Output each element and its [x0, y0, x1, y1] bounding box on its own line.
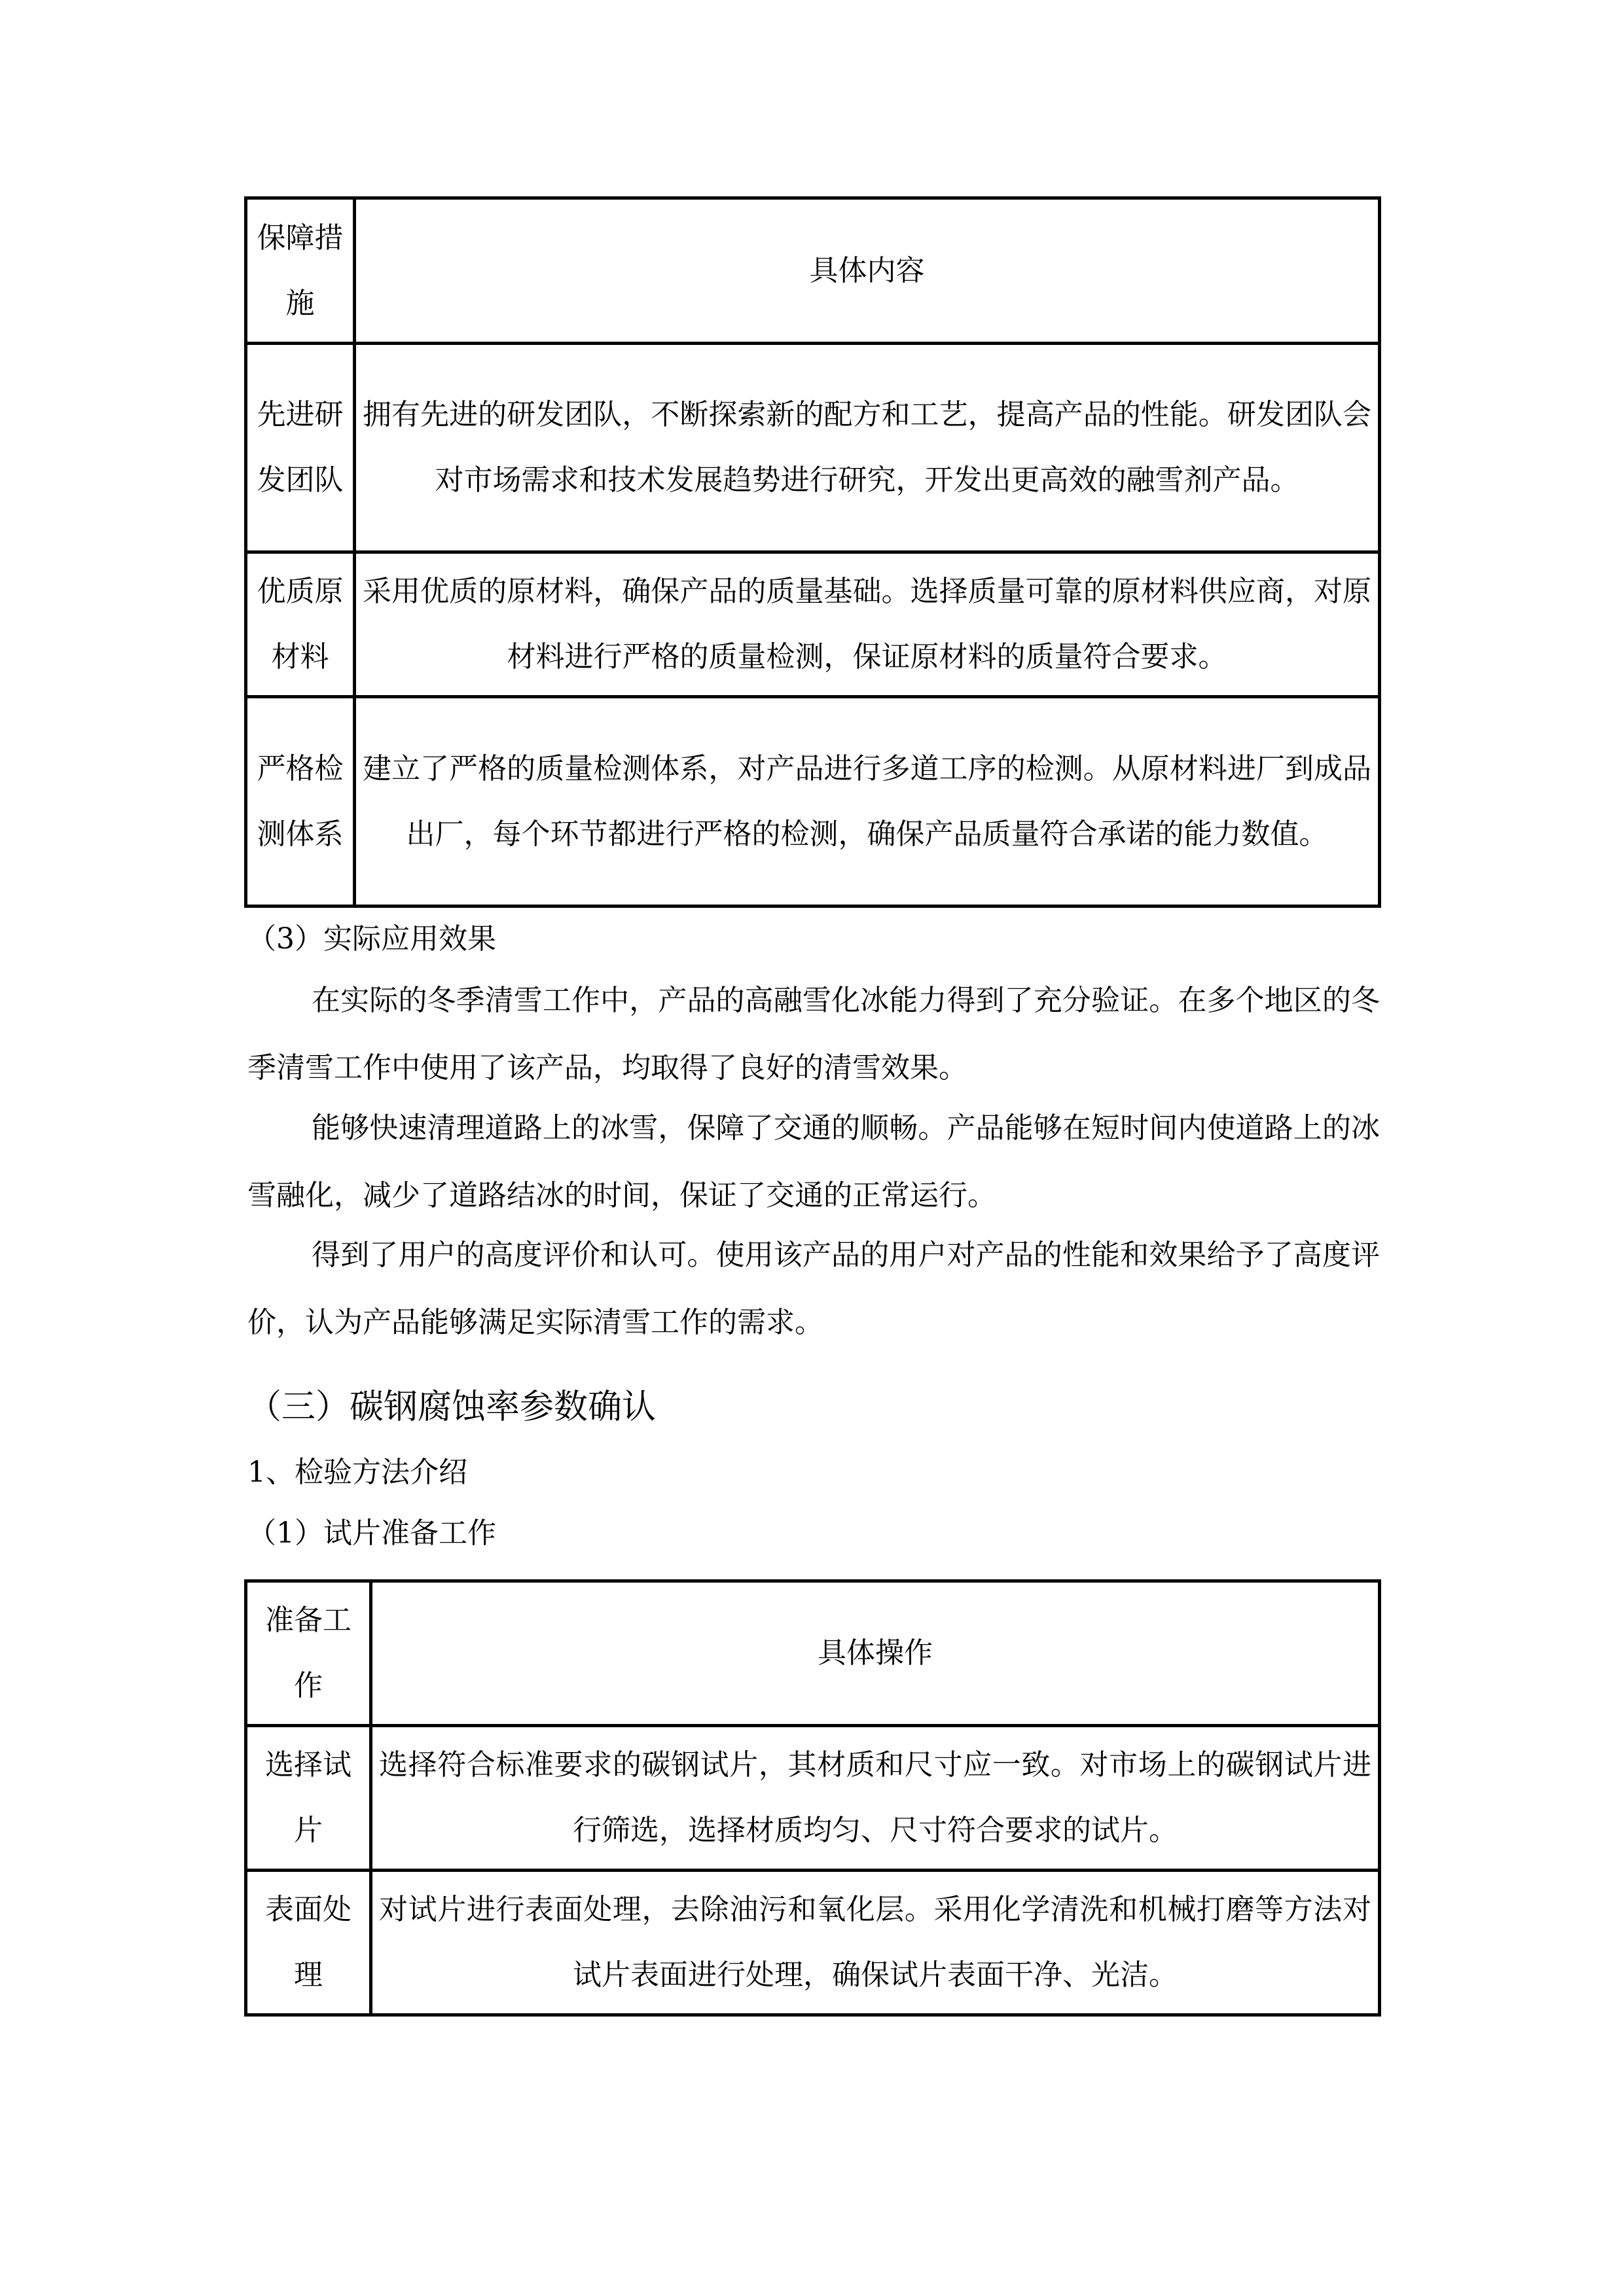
table-row [246, 1871, 1380, 2015]
row-label: 严格检测体系 [246, 697, 355, 906]
table-header-row [246, 1581, 1380, 1726]
safeguard-measures-table [244, 196, 1381, 908]
table-row [246, 552, 1380, 697]
row-content [355, 344, 1380, 552]
header-cell-operation: 具体操作 [371, 1581, 1380, 1726]
paragraph: 在实际的冬季清雪工作中，产品的高融雪化冰能力得到了充分验证。在多个地区的冬季清雪工作中使用了该产品，均取得了良好的清雪效果。 [247, 984, 1380, 1085]
row-label: 先进研发团队 [246, 344, 355, 552]
row-content-text: 采用优质的原材料，确保产品的质量基础。选择质量可靠的原材料供应商，对原材料进行严格的质量检测，保证原材料的质量符合要求。 [363, 575, 1371, 673]
row-label: 选择试片 [246, 1726, 371, 1871]
table-row [246, 697, 1380, 906]
row-label: 表面处理 [246, 1871, 371, 2015]
table-header-row [246, 198, 1380, 344]
paragraph: 得到了用户的高度评价和认可。使用该产品的用户对产品的性能和效果给予了高度评价，认为产品能够满足实际清雪工作的需求。 [247, 1238, 1380, 1339]
row-content-text: 拥有先进的研发团队，不断探索新的配方和工艺，提高产品的性能。研发团队会对市场需求和技术发展趋势进行研究，开发出更高效的融雪剂产品。 [363, 398, 1371, 497]
subheading: （1）试片准备工作 [247, 1516, 496, 1550]
table-row [246, 1726, 1380, 1871]
row-content [371, 1871, 1380, 2015]
specimen-prep-table [244, 1579, 1381, 2017]
row-content [355, 552, 1380, 697]
row-content-text: 对试片进行表面处理，去除油污和氧化层。采用化学清洗和机械打磨等方法对试片表面进行处理，确保试片表面干净、光洁。 [379, 1893, 1371, 1992]
section-heading: （三）碳钢腐蚀率参数确认 [247, 1388, 657, 1427]
paragraph: 能够快速清理道路上的冰雪，保障了交通的顺畅。产品能够在短时间内使道路上的冰雪融化，减少了道路结冰的时间，保证了交通的正常运行。 [247, 1111, 1380, 1212]
header-cell-content: 具体内容 [355, 198, 1380, 344]
header-cell-measure: 保障措施 [246, 198, 355, 344]
subheading: 1、检验方法介绍 [247, 1456, 467, 1489]
section-title: （3）实际应用效果 [247, 922, 496, 956]
row-content-text: 选择符合标准要求的碳钢试片，其材质和尺寸应一致。对市场上的碳钢试片进行筛选，选择材质均匀、尺寸符合要求的试片。 [379, 1748, 1371, 1847]
header-cell-prep: 准备工作 [246, 1581, 371, 1726]
row-content [355, 697, 1380, 906]
row-label: 优质原材料 [246, 552, 355, 697]
table-row [246, 344, 1380, 552]
row-content [371, 1726, 1380, 1871]
row-content-text: 建立了严格的质量检测体系，对产品进行多道工序的检测。从原材料进厂到成品出厂，每个环节都进行严格的检测，确保产品质量符合承诺的能力数值。 [363, 751, 1371, 851]
